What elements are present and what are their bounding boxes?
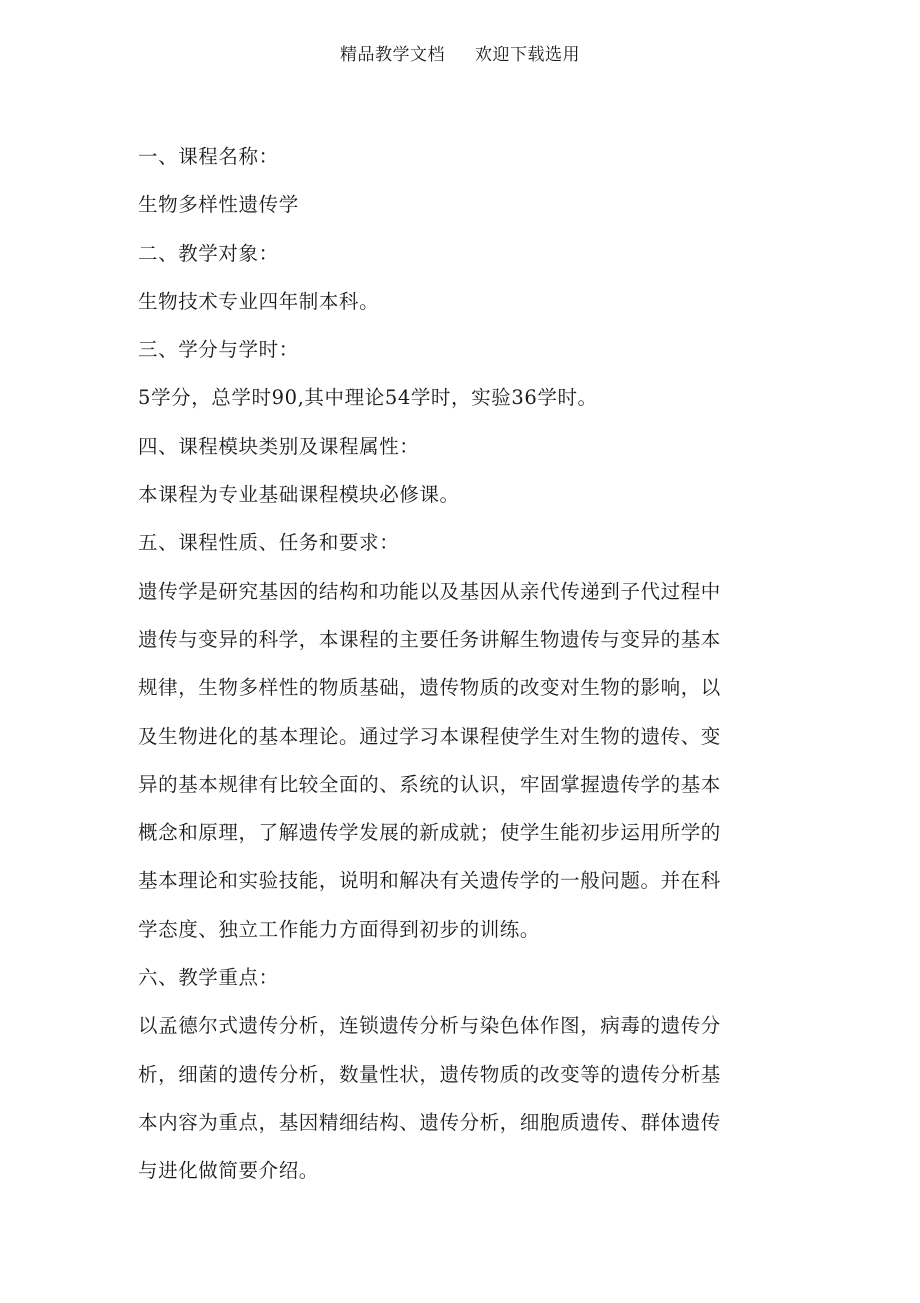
nature-line: 遗传与变异的科学，本课程的主要任务讲解生物遗传与变异的基本 (138, 627, 721, 651)
course-name-heading: 一、课程名称： (138, 145, 279, 168)
focus-line: 以孟德尔式遗传分析，连锁遗传分析与染色体作图，病毒的遗传分 (138, 1014, 721, 1038)
page-header (0, 43, 920, 67)
course-name-text: 生物多样性遗传学 (138, 193, 299, 217)
header-left-text: 精品教学文档 (340, 45, 445, 65)
nature-line: 遗传学是研究基因的结构和功能以及基因从亲代传递到子代过程中 (138, 579, 721, 603)
module-text: 本课程为专业基础课程模块必修课。 (138, 483, 460, 507)
document-body (138, 133, 728, 1196)
nature-line: 规律，生物多样性的物质基础，遗传物质的改变对生物的影响，以 (138, 676, 721, 700)
audience-text: 生物技术专业四年制本科。 (138, 289, 380, 313)
audience-heading: 二、教学对象： (138, 241, 279, 265)
nature-line: 概念和原理，了解遗传学发展的新成就；使学生能初步运用所学的 (138, 821, 721, 845)
focus-line: 析，细菌的遗传分析，数量性状，遗传物质的改变等的遗传分析基 (138, 1062, 721, 1086)
credits-heading: 三、学分与学时： (138, 338, 299, 362)
nature-line: 异的基本规律有比较全面的、系统的认识，牢固掌握遗传学的基本 (138, 772, 721, 796)
nature-line: 学态度、独立工作能力方面得到初步的训练。 (138, 917, 541, 941)
nature-line: 基本理论和实验技能，说明和解决有关遗传学的一般问题。并在科 (138, 869, 721, 893)
nature-line: 及生物进化的基本理论。通过学习本课程使学生对生物的遗传、变 (138, 724, 721, 748)
nature-heading: 五、课程性质、任务和要求： (138, 531, 400, 555)
focus-line: 本内容为重点，基因精细结构、遗传分析，细胞质遗传、群体遗传 (138, 1110, 721, 1134)
module-heading: 四、课程模块类别及课程属性： (138, 434, 420, 458)
focus-heading: 六、教学重点： (138, 966, 279, 990)
credits-text: 5学分，总学时90,其中理论54学时，实验36学时。 (138, 386, 598, 410)
header-right-text: 欢迎下载选用 (475, 45, 580, 65)
focus-line: 与进化做简要介绍。 (138, 1159, 319, 1183)
